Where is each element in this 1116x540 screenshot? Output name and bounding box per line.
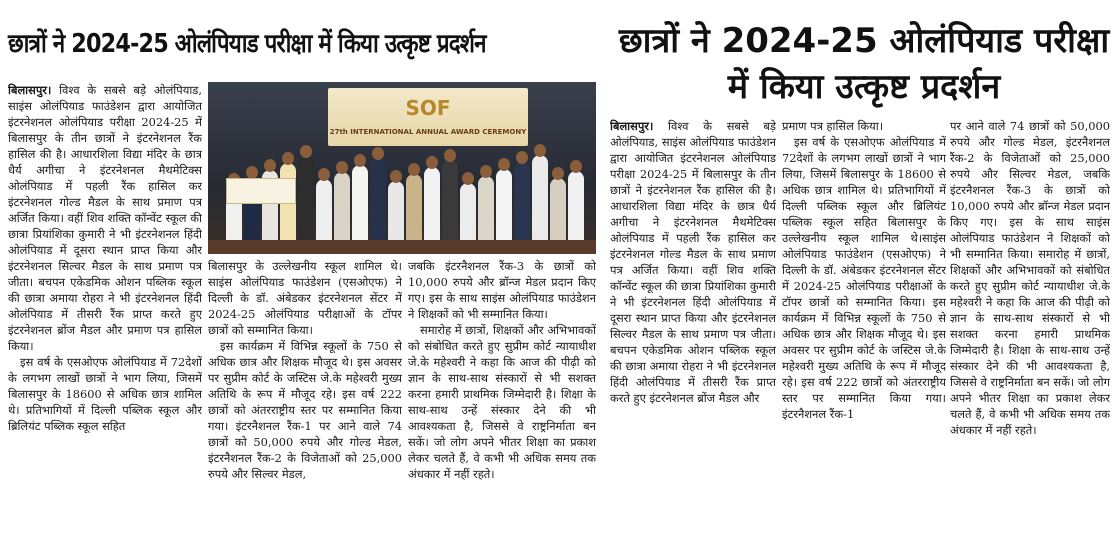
right-column-2	[782, 118, 946, 538]
ceremonial-cheque	[226, 178, 296, 204]
attendee-head	[282, 152, 294, 165]
right-col2-para-1: प्रमाण पत्र हासिल किया।	[782, 119, 884, 133]
right-col2-para-2: इस वर्ष के एसओएफ ओलंपियाड में 72देशों के लगभग लाखों छात्रों ने भाग लिया, जिसमें बिलासपुर के 18600 से अधिक छात्र शामिल थे। प्रतिभागियों में दिल्ली पब्लिक स्कूल और ब्रिलियंट पब्लिक स्कूल सहित बिलासपुर के उल्लेखनीय स्कूल शामिल थे।साइंस ओलंपियाड फाउंडेशन (एसओएफ) ने दिल्ली के डॉ. अंबेडकर इंटरनेशनल सेंटर में 2024-25 ओलंपियाड परीक्षाओं के टॉपर छात्रों को सम्मानित किया। इस कार्यक्रम में विभिन्न स्कूलों के 750 से अधिक छात्र और शिक्षक मौजूद थे। इस अवसर पर सुप्रीम कोर्ट के जस्टिस जे.के महेश्वरी मुख्य अतिथि के रूप में मौजूद रहे। इस वर्ष 222 छात्रों को अंतरराष्ट्रीय स्तर पर सम्मानित किया गया। इंटरनैशनल रैंक-1	[782, 135, 946, 421]
right-col1-para-1: बिलासपुर। विश्व के सबसे बड़े ओलंपियाड, साइंस ओलंपियाड फाउंडेशन द्वारा आयोजित इंटरनेशनल ओलंपियाड परीक्षा 2024-25 में बिलासपुर के तीन छात्रों ने इंटरनेशनल रैंक हासिल की है। आधारशिला विद्या मंदिर के छात्र धैर्य अगीचा ने इंटरनेशनल मैथमेटिक्स ओलंपियाड में पहली रैंक हासिल कर इंटरनेशनल गोल्ड मैडल के साथ प्रमाण पत्र अर्जित किया। वहीं शिव शक्ति कॉन्वेंट स्कूल की छात्रा प्रियांशिका कुमारी ने भी इंटरनेशनल हिंदी ओलंपियाड में दूसरा स्थान प्राप्त किया और इंटरनेशनल सिल्वर मैडल के साथ प्रमाण पत्र जीता। बचपन एकेडमिक ओशन पब्लिक स्कूल की छात्रा अमाया रोहरा ने भी इंटरनेशनल हिंदी ओलंपियाड में तीसरी रैंक प्राप्त करते हुए इंटरनेशनल ब्रोंज मैडल और	[610, 119, 776, 405]
left-column-3	[408, 258, 596, 538]
attendee-head	[300, 145, 312, 158]
left-col2-para-2: इस कार्यक्रम में विभिन्न स्कूलों के 750 से अधिक छात्र और शिक्षक मौजूद थे। इस अवसर पर सुप्रीम कोर्ट के जस्टिस जे.के महेश्वरी मुख्य अतिथि के रूप में मौजूद रहे। इस वर्ष 222 छात्रों को अंतरराष्ट्रीय स्तर पर सम्मानित किया गया। इंटरनैशनल रैंक-1 पर आने वाले 74 छात्रों को 50,000 रुपये और गोल्ड मेडल, इंटरनैशनल रैंक-2 के विजेताओं को 25,000 रुपये और सिल्वर मेडल,	[208, 339, 402, 481]
attendee-head	[498, 158, 510, 171]
stage-screen	[328, 88, 528, 146]
ceremony-banner-text: 27th INTERNATIONAL ANNUAL AWARD CEREMONY	[329, 128, 527, 136]
attendee-head	[480, 165, 492, 178]
attendee-head	[354, 154, 366, 167]
left-col1-para-1: बिलासपुर। विश्व के सबसे बड़े ओलंपियाड, साइंस ओलंपियाड फाउंडेशन द्वारा आयोजित इंटरनेशनल ओलंपियाड परीक्षा 2024-25 में बिलासपुर के तीन छात्रों ने इंटरनेशनल रैंक हासिल की है। आधारशिला विद्या मंदिर के छात्र धैर्य अगीचा ने इंटरनेशनल मैथमेटिक्स ओलंपियाड में पहली रैंक हासिल कर इंटरनेशनल गोल्ड मैडल के साथ प्रमाण पत्र अर्जित किया। वहीं शिव शक्ति कॉन्वेंट स्कूल की छात्रा प्रियांशिका कुमारी ने भी इंटरनेशनल हिंदी ओलंपियाड में दूसरा स्थान प्राप्त किया और इंटरनेशनल सिल्वर मैडल के साथ प्रमाण पत्र जीता। बचपन एकेडमिक ओशन पब्लिक स्कूल की छात्रा अमाया रोहरा ने भी इंटरनेशनल हिंदी ओलंपियाड में तीसरी रैंक प्राप्त करते हुए इंटरनेशनल ब्रोंज मैडल और प्रमाण पत्र हासिल किया।	[8, 83, 202, 353]
sof-logo: SOF	[405, 96, 451, 120]
right-headline: छात्रों ने 2024-25 ओलंपियाड परीक्षा में किया उत्कृष्ट प्रदर्शन	[618, 21, 1110, 107]
attendee-head	[534, 144, 546, 157]
right-news-clipping	[604, 0, 1116, 540]
attendee-head	[426, 156, 438, 169]
left-headline: छात्रों ने 2024-25 ओलंपियाड परीक्षा में किया उत्कृष्ट प्रदर्शन	[8, 29, 486, 59]
attendee-head	[552, 167, 564, 180]
attendee-head	[516, 151, 528, 164]
left-col3-para-1: जबकि इंटरनैशनल रैंक-3 के छात्रों को 10,000 रुपये और ब्रॉन्ज मेडल प्रदान किए गए। इस के साथ साइंस ओलंपियाड फाउंडेशन ने शिक्षकों को भी सम्मानित किया।	[408, 259, 596, 321]
award-ceremony-photo	[208, 82, 596, 254]
right-column-3	[950, 118, 1110, 538]
attendee-head	[444, 149, 456, 162]
attendee-head	[408, 163, 420, 176]
left-dateline: बिलासपुर।	[8, 83, 52, 97]
attendee-head	[318, 168, 330, 181]
attendee-head	[372, 147, 384, 160]
left-col1-para-2: इस वर्ष के एसओएफ ओलंपियाड में 72देशों के लगभग लाखों छात्रों ने भाग लिया, जिसमें बिलासपुर के 18600 से अधिक छात्र शामिल थे। प्रतिभागियों में दिल्ली पब्लिक स्कूल और ब्रिलियंट पब्लिक स्कूल सहित	[8, 355, 202, 433]
left-col3-para-2: समारोह में छात्रों, शिक्षकों और अभिभावकों को संबोधित करते हुए सुप्रीम कोर्ट न्यायाधीश जे.के महेश्वरी ने कहा कि आज की पीढ़ी को ज्ञान के साथ-साथ संस्कारों से भी सशक्त करना हमारी प्राथमिक जिम्मेदारी है। शिक्षा के साथ-साथ उन्हें संस्कार देने की भी आवश्यकता है, जिससे वे राष्ट्रनिर्माता बन सकें। जो लोग अपने भीतर शिक्षा का प्रकाश लेकर चलते हैं, वे कभी भी अधिक समय तक अंधकार में नहीं रहते।	[408, 323, 596, 481]
left-col2-para-1: बिलासपुर के उल्लेखनीय स्कूल शामिल थे।साइंस ओलंपियाड फाउंडेशन (एसओएफ) ने दिल्ली के डॉ. अंबेडकर इंटरनेशनल सेंटर में 2024-25 ओलंपियाड परीक्षाओं के टॉपर छात्रों को सम्मानित किया।	[208, 259, 402, 337]
right-column-1	[610, 118, 776, 538]
attendee-head	[462, 172, 474, 185]
right-dateline: बिलासपुर।	[610, 119, 654, 133]
left-column-1	[8, 82, 202, 538]
attendee-head	[570, 160, 582, 173]
left-column-2	[208, 258, 402, 538]
attendee-head	[390, 170, 402, 183]
right-col3-para-1: पर आने वाले 74 छात्रों को 50,000 रुपये और गोल्ड मेडल, इंटरनैशनल रैंक-2 के विजेताओं को 25,000 रुपये और सिल्वर मेडल, जबकि इंटरनैशनल रैंक-3 के छात्रों को 10,000 रुपये और ब्रॉन्ज मेडल प्रदान किए गए। इस के साथ साइंस ओलंपियाड फाउंडेशन ने शिक्षकों को भी सम्मानित किया। समारोह में छात्रों, शिक्षकों और अभिभावकों को संबोधित करते हुए सुप्रीम कोर्ट न्यायाधीश जे.के महेश्वरी ने कहा कि आज की पीढ़ी को ज्ञान के साथ-साथ संस्कारों से भी सशक्त करना हमारी प्राथमिक जिम्मेदारी है। शिक्षा के साथ-साथ उन्हें संस्कार देने की भी आवश्यकता है, जिससे वे राष्ट्रनिर्माता बन सकें। जो लोग अपने भीतर शिक्षा का प्रकाश लेकर चलते हैं, वे कभी भी अधिक समय तक अंधकार में नहीं रहते।	[950, 119, 1110, 437]
attendee-head	[336, 161, 348, 174]
attendee-head	[264, 159, 276, 172]
